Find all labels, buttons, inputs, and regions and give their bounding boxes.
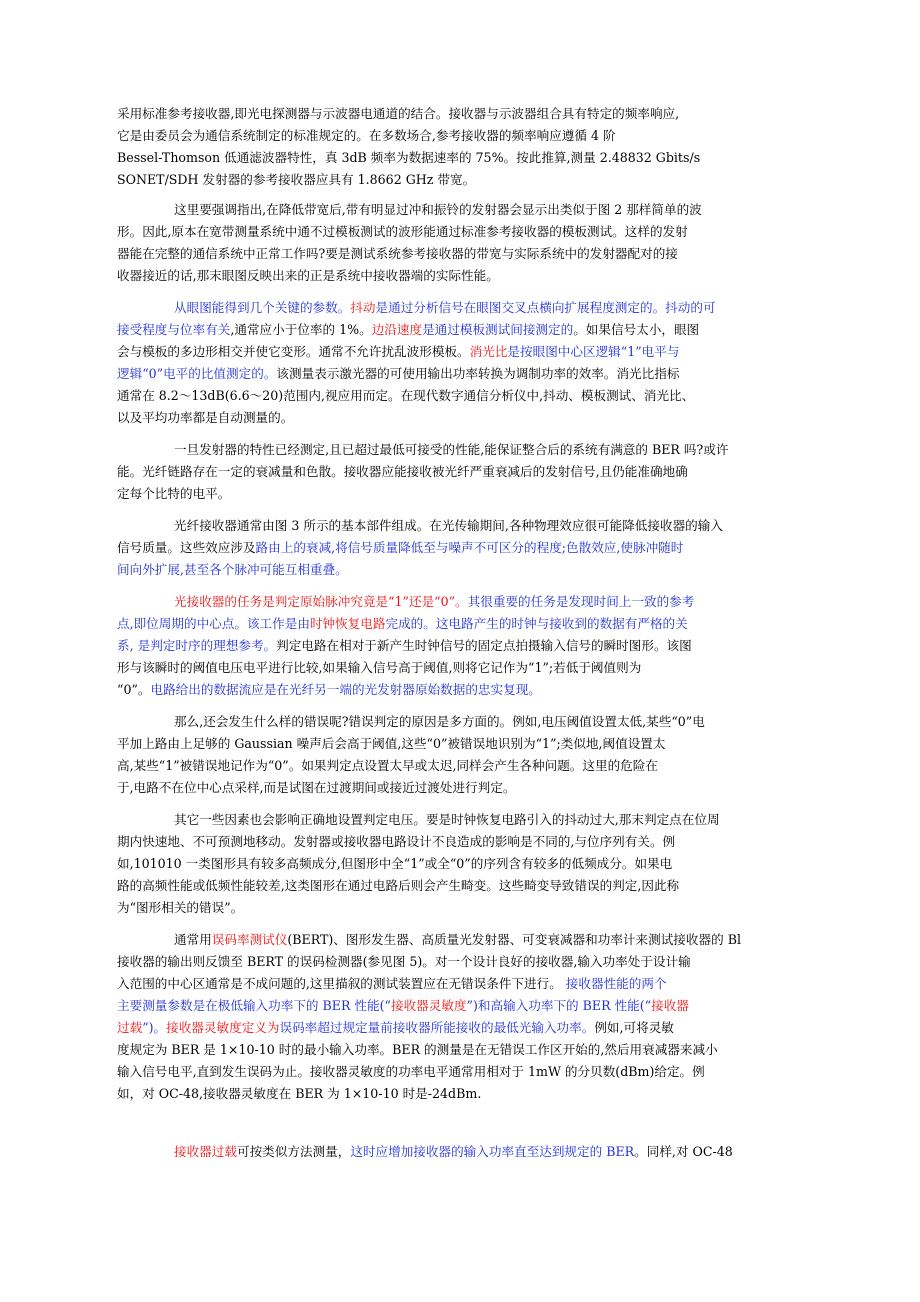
body-text: 那么,还会发生什么样的错误呢?错误判定的原因是多方面的。例如,电压阈值设置太低,某些“0”电 [174, 714, 705, 729]
highlight-red-text: 误码率测试仪 [211, 932, 288, 947]
text-line [174, 518, 723, 534]
body-text: 形与该瞬时的阈值电压电平进行比较,如果输入信号高于阈值,则将它记作为“1”;若低于阈值则为 [117, 660, 642, 675]
highlight-blue-text: 路由上的衰减,将信号质量降低至与噪声不可区分的程度;色散效应,使脉冲随时 [255, 540, 684, 555]
highlight-blue-text: ”)和高输入功率下的 BER 性能(“ [466, 998, 652, 1013]
body-text: 该测量表示激光器的可使用输出功率转换为调制功率的效率。消光比指标 [276, 366, 680, 381]
text-line [117, 856, 672, 872]
highlight-red-text: 接收器灵敏度 [390, 998, 467, 1013]
text-line [117, 344, 679, 360]
text-line [117, 954, 691, 970]
text-line [174, 932, 741, 948]
highlight-blue-text: 系, 是判定时序的理想参考。 [117, 638, 277, 653]
highlight-blue-text: 间向外扩展,甚至各个脉冲可能互相重叠。 [117, 562, 348, 577]
text-line [117, 1064, 705, 1080]
highlight-blue-text: 从眼图能得到几个关键的参数。 [174, 300, 351, 315]
text-line [117, 1042, 718, 1058]
body-text: 收器接近的话,那末眼图反映出来的正是系统中接收器端的实际性能。 [117, 268, 499, 283]
text-line [117, 998, 689, 1014]
body-text: ,通常应小于位率的 1%。 [230, 322, 372, 337]
highlight-red-text: 接收器过载 [174, 1144, 237, 1159]
body-text: 形。因此,原本在宽带测量系统中通不过模板测试的波形能通过标准参考接收器的模板测试。这样的发射 [117, 224, 688, 239]
text-line [174, 300, 716, 316]
body-text: 信号质量。这些效应涉及 [117, 540, 256, 555]
highlight-blue-text: 误码率超过规定量前接收器所能接收的最低光输入功率。 [279, 1020, 595, 1035]
text-line [117, 976, 667, 992]
text-line [117, 638, 692, 654]
body-text: 度规定为 BER 是 1×10-10 时的最小输入功率。BER 的测量是在无错误工作区开始的,然后用衰减器来减小 [117, 1042, 718, 1057]
body-text: 平加上路由上足够的 Gaussian 噪声后会高于阈值,这些“0”被错误地识别为“1”;类似地,阈值设置太 [117, 736, 666, 751]
highlight-red-text: 光接收器的任务是判定原始脉冲究竟是“1”还是“0”。 [174, 594, 468, 609]
highlight-blue-text: 是按眼图中心区逻辑“1”电平与 [507, 344, 680, 359]
highlight-blue-text: 电路给出的数据流应是在光纤另一端的光发射器原始数据的忠实复现。 [150, 682, 541, 697]
text-line [117, 366, 679, 382]
text-line [117, 1086, 481, 1102]
body-text: 器能在完整的通信系统中正常工作吗?要是测试系统参考接收器的带宽与实际系统中的发射器配对的接 [117, 246, 678, 261]
body-text: 于,电路不在位中心点采样,而是试图在过渡期间或接近过渡处进行判定。 [117, 780, 516, 795]
body-text: 这里要强调指出,在降低带宽后,带有明显过冲和振铃的发射器会显示出类似于图 2 那样简单的波 [174, 202, 702, 217]
body-text: (BERT)、图形发生器、高质量光发射器、可变衰减器和功率计来测试接收器的 Bl [287, 932, 741, 947]
text-line [117, 246, 678, 262]
highlight-blue-text: ”)。 [142, 1020, 167, 1035]
body-text: 它是由委员会为通信系统制定的标准规定的。在多数场合,参考接收器的频率响应遵循 4 阶 [117, 128, 616, 143]
highlight-blue-text: 其很重要的任务是发现时间上一致的参考 [467, 594, 695, 609]
text-line [117, 780, 515, 796]
body-text: 通常在 8.2～13dB(6.6～20)范围内,视应用而定。在现代数字通信分析仪中,抖动、模板测试、消光比、 [117, 388, 695, 403]
body-text: SONET/SDH 发射器的参考接收器应具有 1.8662 GHz 带宽。 [117, 172, 476, 187]
text-line [117, 224, 688, 240]
body-text: 路的高频性能或低频性能较差,这类图形在通过电路后则会产生畸变。这些畸变导致错误的判定,因此称 [117, 878, 680, 893]
body-text: 光纤接收器通常由图 3 所示的基本部件组成。在光传输期间,各种物理效应很可能降低接收器的输入 [174, 518, 723, 533]
body-text: “0”。 [117, 682, 151, 697]
body-text: 以及平均功率都是自动测量的。 [117, 410, 294, 425]
highlight-red-text: 接收器 [651, 998, 689, 1013]
text-line [117, 758, 658, 774]
highlight-blue-text: 主要测量参数是在极低输入功率下的 BER 性能(“ [117, 998, 391, 1013]
body-text: 。同样,对 OC-48 [634, 1144, 733, 1159]
highlight-blue-text: 这时应增加接收器的输入功率直至达到规定的 BER [350, 1144, 635, 1159]
body-text: 。如果信号太小，眼图 [573, 322, 700, 337]
body-text: 会与模板的多边形相交并使它变形。通常不允许扰乱波形模板。 [117, 344, 470, 359]
body-text: 期内快速地、不可预测地移动。发射器或接收器电路设计不良造成的影响是不同的,与位序列有关。例 [117, 834, 676, 849]
body-text: 接收器的输出则反馈至 BERT 的误码检测器(参见图 5)。对一个设计良好的接收器,输入功率处于设计输 [117, 954, 691, 969]
text-line [117, 878, 679, 894]
body-text: 如，对 OC-48,接收器灵敏度在 BER 为 1×10-10 时是-24dBm. [117, 1086, 482, 1101]
text-line [117, 736, 665, 752]
body-text: 采用标准参考接收器,即光电探测器与示波器电通道的结合。接收器与示波器组合具有特定的频率响应, [117, 106, 680, 121]
text-line [174, 1144, 733, 1160]
text-line [117, 106, 679, 122]
text-line [117, 388, 694, 404]
highlight-blue-text: 是通过模板测试间接测定的 [422, 322, 574, 337]
text-line [117, 1020, 674, 1036]
text-line [117, 172, 475, 188]
text-line [117, 682, 541, 698]
highlight-blue-text: 完成的。这电路产生的时钟与接收到的数据有严格的关 [385, 616, 688, 631]
body-text: 一旦发射器的特性已经测定,且已超过最低可接受的性能,能保证整合后的系统有满意的 BER 吗?或许 [174, 442, 729, 457]
body-text: 可按类似方法测量， [236, 1144, 351, 1159]
text-line [117, 486, 230, 502]
text-line [117, 562, 348, 578]
body-text: 如,101010 一类图形具有较多高频成分,但图形中全“1”或全“0”的序列含有较多的低频成分。如果电 [117, 856, 673, 871]
highlight-blue-text: 点,即位周期的中心点。该工作是由 [117, 616, 310, 631]
highlight-blue-text: 接受程度与位率有关 [117, 322, 231, 337]
text-line [117, 128, 616, 144]
text-line [117, 410, 293, 426]
highlight-blue-text: 逻辑“0”电平的比值测定的。 [117, 366, 277, 381]
highlight-blue-text: 接收器性能的两个 [561, 976, 667, 991]
text-line [117, 660, 641, 676]
body-text: 其它一些因素也会影响正确地设置判定电压。要是时钟恢复电路引入的抖动过大,那末判定点在位周 [174, 812, 720, 827]
body-text: 输入信号电平,直到发生误码为止。接收器灵敏度的功率电平通常用相对于 1mW 的分贝数(dBm)给定。例 [117, 1064, 705, 1079]
body-text: 例如,可将灵敏 [594, 1020, 674, 1035]
text-line [174, 594, 694, 610]
highlight-red-text: 时钟恢复电路 [309, 616, 386, 631]
text-line [174, 812, 720, 828]
text-line [174, 442, 728, 458]
text-line [117, 464, 688, 480]
body-text: 能。光纤链路存在一定的衰减量和色散。接收器应能接收被光纤严重衰减后的发射信号,且仍能准确地确 [117, 464, 688, 479]
body-text: 入范围的中心区通常是不成问题的,这里描叙的测试装置应在无错误条件下进行。 [117, 976, 562, 991]
highlight-red-text: 边沿速度 [371, 322, 423, 337]
body-text: 定每个比特的电平。 [117, 486, 231, 501]
text-line [117, 834, 675, 850]
highlight-blue-text: 是通过分析信号在眼图交叉点横向扩展程度测定的。抖动的可 [375, 300, 716, 315]
highlight-red-text: 消光比 [469, 344, 508, 359]
text-line [174, 202, 702, 218]
text-line [117, 540, 683, 556]
body-text: 判定电路在相对于新产生时钟信号的固定点拍摄输入信号的瞬时图形。该图 [276, 638, 692, 653]
text-line [117, 322, 699, 338]
body-text: Bessel-Thomson 低通滤波器特性，真 3dB 频率为数据速率的 75%。按此推算,测量 2.48832 Gbits/s [117, 150, 701, 165]
body-text: 高,某些“1”被错误地记作为“0”。如果判定点设置太早或太迟,同样会产生各种问题。这里的危险在 [117, 758, 658, 773]
text-line [117, 616, 688, 632]
text-line [117, 268, 499, 284]
body-text: 通常用 [174, 932, 212, 947]
highlight-red-text: 过载 [117, 1020, 143, 1035]
highlight-red-text: 接收器灵敏度定义为 [166, 1020, 280, 1035]
text-line [117, 150, 700, 166]
body-text: 为“图形相关的错误”。 [117, 900, 244, 915]
text-line [117, 900, 243, 916]
highlight-red-text: 抖动 [350, 300, 376, 315]
text-line [174, 714, 705, 730]
